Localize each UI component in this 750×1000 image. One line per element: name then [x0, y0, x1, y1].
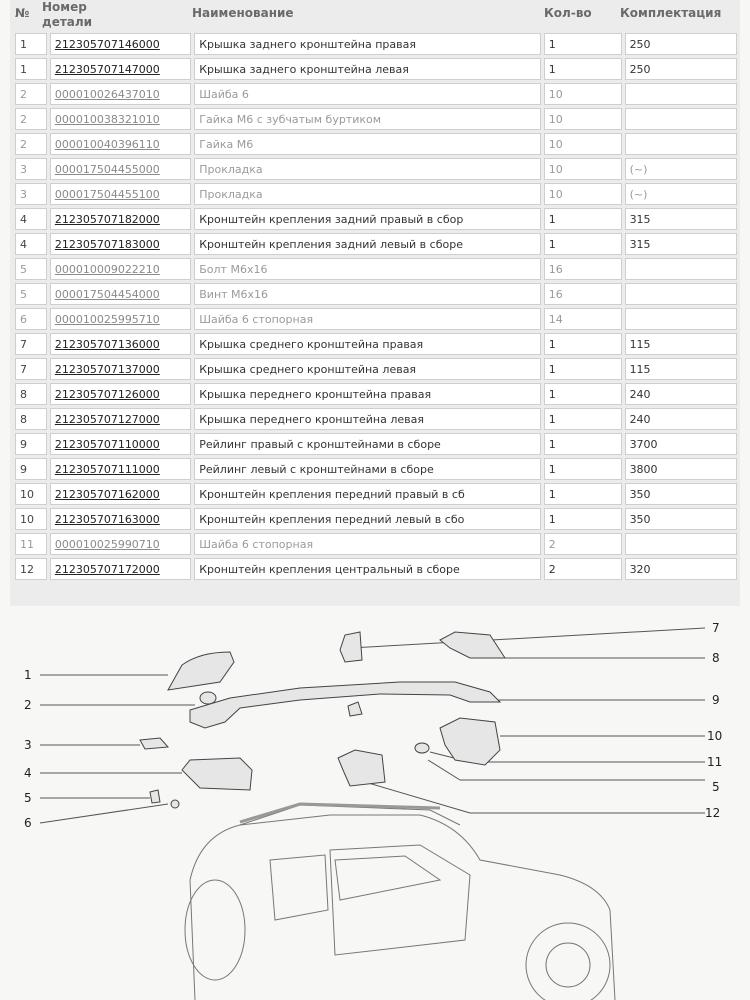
leader-7	[350, 628, 705, 648]
washer-nut-part	[200, 692, 216, 704]
header-qty: Кол-во	[544, 6, 592, 20]
table-row	[15, 408, 737, 430]
part-set-price	[625, 83, 737, 105]
row-number: 2	[15, 83, 47, 105]
part-name: Гайка М6 с зубчатым буртиком	[194, 108, 540, 130]
row-number: 10	[15, 508, 47, 530]
table-row	[15, 483, 737, 505]
parts-table	[12, 30, 740, 583]
table-row	[15, 108, 737, 130]
part-qty: 1	[544, 433, 622, 455]
part-qty: 1	[544, 333, 622, 355]
part-set-price: 320	[625, 558, 737, 580]
rear-bracket-cover-part	[168, 652, 234, 690]
part-name: Болт М6x16	[194, 258, 540, 280]
part-qty: 1	[544, 408, 622, 430]
table-row	[15, 258, 737, 280]
lock-washer-part	[171, 800, 179, 808]
table-row	[15, 83, 737, 105]
row-number: 4	[15, 208, 47, 230]
part-code-link[interactable]: 000017504454000	[50, 283, 191, 305]
part-qty: 2	[544, 558, 622, 580]
part-name: Кронштейн крепления центральный в сборе	[194, 558, 540, 580]
callout-5: 5	[24, 791, 32, 805]
part-name: Кронштейн крепления задний прaвый в сбор	[194, 208, 540, 230]
front-wheel-hub	[546, 943, 590, 987]
callout-7: 7	[712, 621, 720, 635]
part-set-price	[625, 283, 737, 305]
table-row	[15, 208, 737, 230]
part-code-link[interactable]: 000010040396110	[50, 133, 191, 155]
front-bracket-cover-part	[440, 632, 505, 658]
table-row	[15, 433, 737, 455]
part-set-price: 315	[625, 233, 737, 255]
part-set-price: 315	[625, 208, 737, 230]
part-code-link[interactable]: 000010009022210	[50, 258, 191, 280]
row-number: 8	[15, 383, 47, 405]
part-name: Крышка заднего кронштейна левая	[194, 58, 540, 80]
part-qty: 1	[544, 458, 622, 480]
row-number: 9	[15, 433, 47, 455]
part-qty: 14	[544, 308, 622, 330]
part-set-price: 350	[625, 483, 737, 505]
header-set: Комплектация	[620, 6, 722, 20]
table-row	[15, 283, 737, 305]
table-row	[15, 33, 737, 55]
row-number: 12	[15, 558, 47, 580]
leader-6	[40, 804, 168, 823]
part-code-link[interactable]: 212305707172000	[50, 558, 191, 580]
part-code-link[interactable]: 212305707183000	[50, 233, 191, 255]
part-set-price: 3700	[625, 433, 737, 455]
part-name: Винт М6x16	[194, 283, 540, 305]
table-row	[15, 183, 737, 205]
row-number: 8	[15, 408, 47, 430]
part-qty: 10	[544, 83, 622, 105]
part-qty: 1	[544, 233, 622, 255]
part-name: Прокладка	[194, 158, 540, 180]
part-code-link[interactable]: 000017504455100	[50, 183, 191, 205]
front-wheel-outline	[526, 923, 610, 1000]
callout-1: 1	[24, 668, 32, 682]
part-qty: 1	[544, 508, 622, 530]
part-code-link[interactable]: 000010025995710	[50, 308, 191, 330]
table-row	[15, 308, 737, 330]
row-number: 3	[15, 158, 47, 180]
part-set-price	[625, 258, 737, 280]
callout-9: 9	[712, 693, 720, 707]
header-part-number	[42, 0, 92, 30]
part-code-link[interactable]: 212305707137000	[50, 358, 191, 380]
table-row	[15, 333, 737, 355]
row-number: 10	[15, 483, 47, 505]
callout-12: 12	[705, 806, 721, 820]
callout-5b: 5	[712, 780, 720, 794]
part-set-price	[625, 108, 737, 130]
part-set-price: 240	[625, 408, 737, 430]
part-name: Рейлинг левый с кронштейнами в сборе	[194, 458, 540, 480]
table-row	[15, 533, 737, 555]
car-rear-window-outline	[270, 855, 328, 920]
part-name: Шайба 6 стопорная	[194, 308, 540, 330]
header-no: №	[15, 6, 30, 20]
car-outline	[185, 804, 615, 1000]
part-name: Крышка переднего кронштейна левая	[194, 408, 540, 430]
parts-diagram	[0, 610, 750, 1000]
table-row	[15, 558, 737, 580]
part-set-price: 240	[625, 383, 737, 405]
table-row	[15, 358, 737, 380]
table-row	[15, 233, 737, 255]
part-set-price: 3800	[625, 458, 737, 480]
part-name: Шайба 6 стопорная	[194, 533, 540, 555]
part-name: Кронштейн крепления задний левый в сборе	[194, 233, 540, 255]
part-qty: 10	[544, 158, 622, 180]
row-number: 5	[15, 283, 47, 305]
part-set-price	[625, 533, 737, 555]
part-set-price: 250	[625, 33, 737, 55]
row-number: 11	[15, 533, 47, 555]
table-row	[15, 458, 737, 480]
leader-5b	[428, 760, 460, 780]
row-number: 9	[15, 458, 47, 480]
part-set-price: 115	[625, 358, 737, 380]
center-bracket-part	[338, 750, 385, 786]
table-row	[15, 158, 737, 180]
callout-8: 8	[712, 651, 720, 665]
part-name: Крышка заднего кронштейна правая	[194, 33, 540, 55]
part-name: Шайба 6	[194, 83, 540, 105]
part-code-link[interactable]: 212305707162000	[50, 483, 191, 505]
part-set-price	[625, 308, 737, 330]
callout-6: 6	[24, 816, 32, 830]
part-qty: 1	[544, 208, 622, 230]
gasket-part	[140, 738, 168, 749]
part-qty: 10	[544, 183, 622, 205]
row-number: 6	[15, 308, 47, 330]
row-number: 3	[15, 183, 47, 205]
callout-10: 10	[707, 729, 723, 743]
rear-bracket-part	[182, 758, 252, 790]
callout-11: 11	[707, 755, 723, 769]
part-code-link[interactable]: 212305707111000	[50, 458, 191, 480]
part-qty: 10	[544, 133, 622, 155]
header-part-number-line2: детали	[42, 15, 93, 29]
bolt-part	[150, 790, 160, 803]
part-name: Крышка переднего кронштейна правая	[194, 383, 540, 405]
part-name: Гайка М6	[194, 133, 540, 155]
part-name: Кронштейн крепления передний правый в сб	[194, 483, 540, 505]
spare-wheel-outline	[185, 880, 245, 980]
row-number: 1	[15, 33, 47, 55]
part-code-link[interactable]: 212305707127000	[50, 408, 191, 430]
part-code-link[interactable]: 000010038321010	[50, 108, 191, 130]
rail-foot-part	[348, 702, 362, 716]
row-number: 7	[15, 333, 47, 355]
callout-2: 2	[24, 698, 32, 712]
part-name: Крышка среднего кронштейна левая	[194, 358, 540, 380]
part-set-price: 250	[625, 58, 737, 80]
part-code-link[interactable]: 000010026437010	[50, 83, 191, 105]
row-number: 2	[15, 133, 47, 155]
part-qty: 10	[544, 108, 622, 130]
part-set-price	[625, 133, 737, 155]
part-code-link[interactable]: 212305707136000	[50, 333, 191, 355]
car-window-outline	[335, 856, 440, 900]
row-number: 4	[15, 233, 47, 255]
header-part-number-line1: Номер	[42, 0, 87, 14]
part-qty: 16	[544, 283, 622, 305]
part-set-price: (~)	[625, 158, 737, 180]
table-row	[15, 508, 737, 530]
part-set-price: 115	[625, 333, 737, 355]
part-qty: 16	[544, 258, 622, 280]
table-row	[15, 133, 737, 155]
part-name: Рейлинг правый с кронштейнами в сборе	[194, 433, 540, 455]
part-code-link[interactable]: 212305707126000	[50, 383, 191, 405]
parts-table-sheet	[10, 0, 740, 606]
part-qty: 1	[544, 58, 622, 80]
part-qty: 1	[544, 358, 622, 380]
middle-bracket-cover-part	[340, 632, 362, 662]
part-qty: 1	[544, 33, 622, 55]
part-name: Крышка среднего кронштейна правая	[194, 333, 540, 355]
washer-front-part	[415, 743, 429, 753]
table-row	[15, 58, 737, 80]
part-qty: 2	[544, 533, 622, 555]
row-number: 7	[15, 358, 47, 380]
part-code-link[interactable]: 212305707110000	[50, 433, 191, 455]
callout-3: 3	[24, 738, 32, 752]
part-set-price: (~)	[625, 183, 737, 205]
front-bracket-part	[440, 718, 500, 765]
part-code-link[interactable]: 212305707163000	[50, 508, 191, 530]
car-door-outline	[330, 845, 470, 955]
car-body-outline	[190, 815, 615, 1000]
table-row	[15, 383, 737, 405]
part-name: Прокладка	[194, 183, 540, 205]
part-qty: 1	[544, 483, 622, 505]
part-code-link[interactable]: 212305707182000	[50, 208, 191, 230]
part-qty: 1	[544, 383, 622, 405]
part-code-link[interactable]: 000010025990710	[50, 533, 191, 555]
part-code-link[interactable]: 212305707147000	[50, 58, 191, 80]
callout-4: 4	[24, 766, 32, 780]
part-code-link[interactable]: 212305707146000	[50, 33, 191, 55]
row-number: 5	[15, 258, 47, 280]
part-set-price: 350	[625, 508, 737, 530]
row-number: 2	[15, 108, 47, 130]
row-number: 1	[15, 58, 47, 80]
part-code-link[interactable]: 000017504455000	[50, 158, 191, 180]
header-name: Наименование	[192, 6, 294, 20]
part-name: Кронштейн крепления передний левый в сбо	[194, 508, 540, 530]
